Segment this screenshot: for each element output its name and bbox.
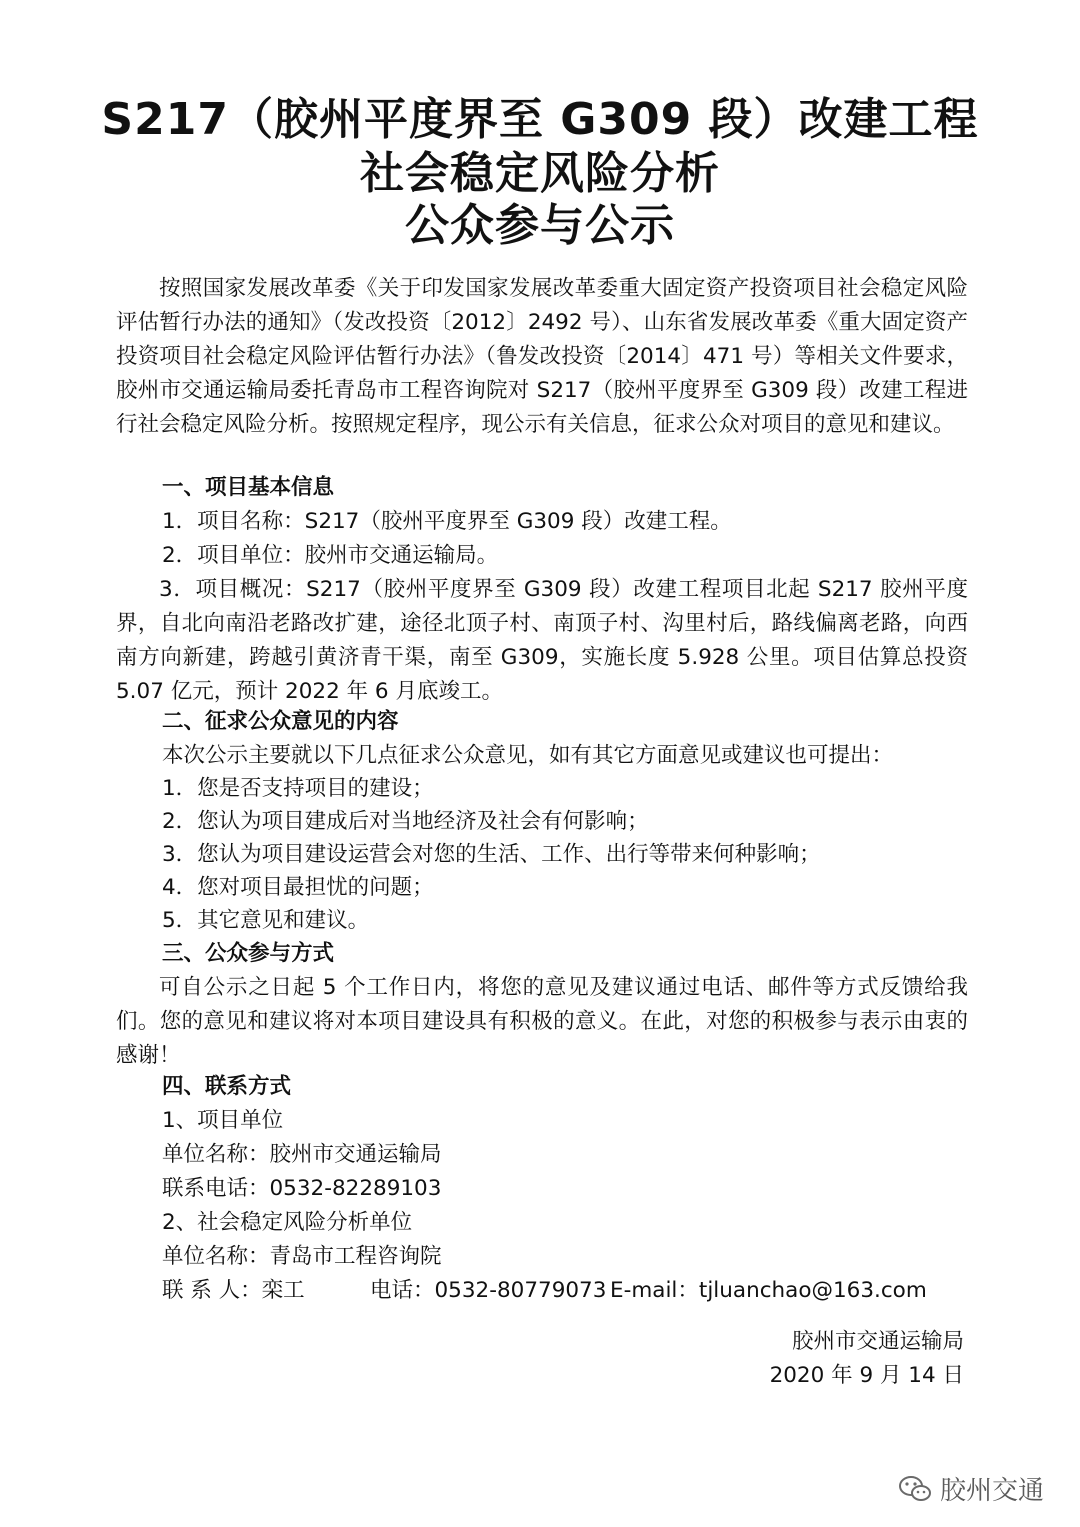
wechat-icon	[898, 1474, 932, 1504]
section4-sub1: 1、项目单位	[162, 1108, 284, 1133]
section1-item3: 3．项目概况：S217（胶州平度界至 G309 段）改建工程项目北起 S217 胶州平度界，自北向南沿老路改扩建，途径北顶子村、南顶子村、沟里村后，路线偏离老路，向西南方向新建，跨越引黄济青干渠，南至 G309，实施长度 5.928 公里。项目估算总投资 5.07 亿元，预计 2022 年 6 月底竣工。	[116, 577, 968, 704]
signature-date: 2020 年 9 月 14 日	[769, 1363, 964, 1388]
section2-item4: 4．您对项目最担忧的问题；	[162, 875, 434, 900]
section1-item2: 2．项目单位：胶州市交通运输局。	[162, 543, 499, 568]
section3-text: 可自公示之日起 5 个工作日内，将您的意见及建议通过电话、邮件等方式反馈给我们。您的意见和建议将对本项目建设具有积极的意义。在此，对您的积极参与表示由衷的感谢！	[116, 975, 968, 1068]
section1-item1: 1．项目名称：S217（胶州平度界至 G309 段）改建工程。	[162, 509, 732, 534]
section2-heading: 二、征求公众意见的内容	[162, 709, 399, 734]
unit1-phone: 联系电话：0532-82289103	[162, 1176, 442, 1201]
intro-paragraph: 按照国家发展改革委《关于印发国家发展改革委重大固定资产投资项目社会稳定风险评估暂行办法的通知》（发改投资〔2012〕2492 号）、山东省发展改革委《重大固定资产投资项目社会稳定风险评估暂行办法》（鲁发改投资〔2014〕471 号）等相关文件要求，胶州市交通运输局委托青岛市工程咨询院对 S217（胶州平度界至 G309 段）改建工程进行社会稳定风险分析。按照规定程序，现公示有关信息，征求公众对项目的意见和建议。	[116, 276, 968, 437]
section4-sub2: 2、社会稳定风险分析单位	[162, 1210, 413, 1235]
unit1-name: 单位名称：胶州市交通运输局	[162, 1142, 442, 1167]
title-line-1: S217（胶州平度界至 G309 段）改建工程	[101, 94, 979, 145]
section2-intro: 本次公示主要就以下几点征求公众意见，如有其它方面意见或建议也可提出：	[162, 743, 894, 768]
watermark	[898, 1470, 1044, 1507]
unit2-email: E-mail：tjluanchao@163.com	[610, 1278, 927, 1303]
section4-heading: 四、联系方式	[162, 1074, 292, 1099]
section2-item1: 1．您是否支持项目的建设；	[162, 776, 434, 801]
unit2-name: 单位名称：青岛市工程咨询院	[162, 1244, 442, 1269]
watermark-text: 胶州交通	[939, 1476, 1044, 1506]
section2-item2: 2．您认为项目建成后对当地经济及社会有何影响；	[162, 809, 649, 834]
section2-item3: 3．您认为项目建设运营会对您的生活、工作、出行等带来何种影响；	[162, 842, 821, 867]
section1-heading: 一、项目基本信息	[162, 475, 335, 500]
title-line-3: 公众参与公示	[405, 200, 675, 251]
unit2-contact: 联 系 人：栾工	[162, 1278, 305, 1303]
unit2-phone: 电话：0532-80779073	[370, 1278, 607, 1303]
signature-org: 胶州市交通运输局	[791, 1329, 964, 1354]
section2-item5: 5．其它意见和建议。	[162, 908, 370, 933]
title-line-2: 社会稳定风险分析	[360, 148, 720, 199]
section3-heading: 三、公众参与方式	[162, 941, 335, 966]
